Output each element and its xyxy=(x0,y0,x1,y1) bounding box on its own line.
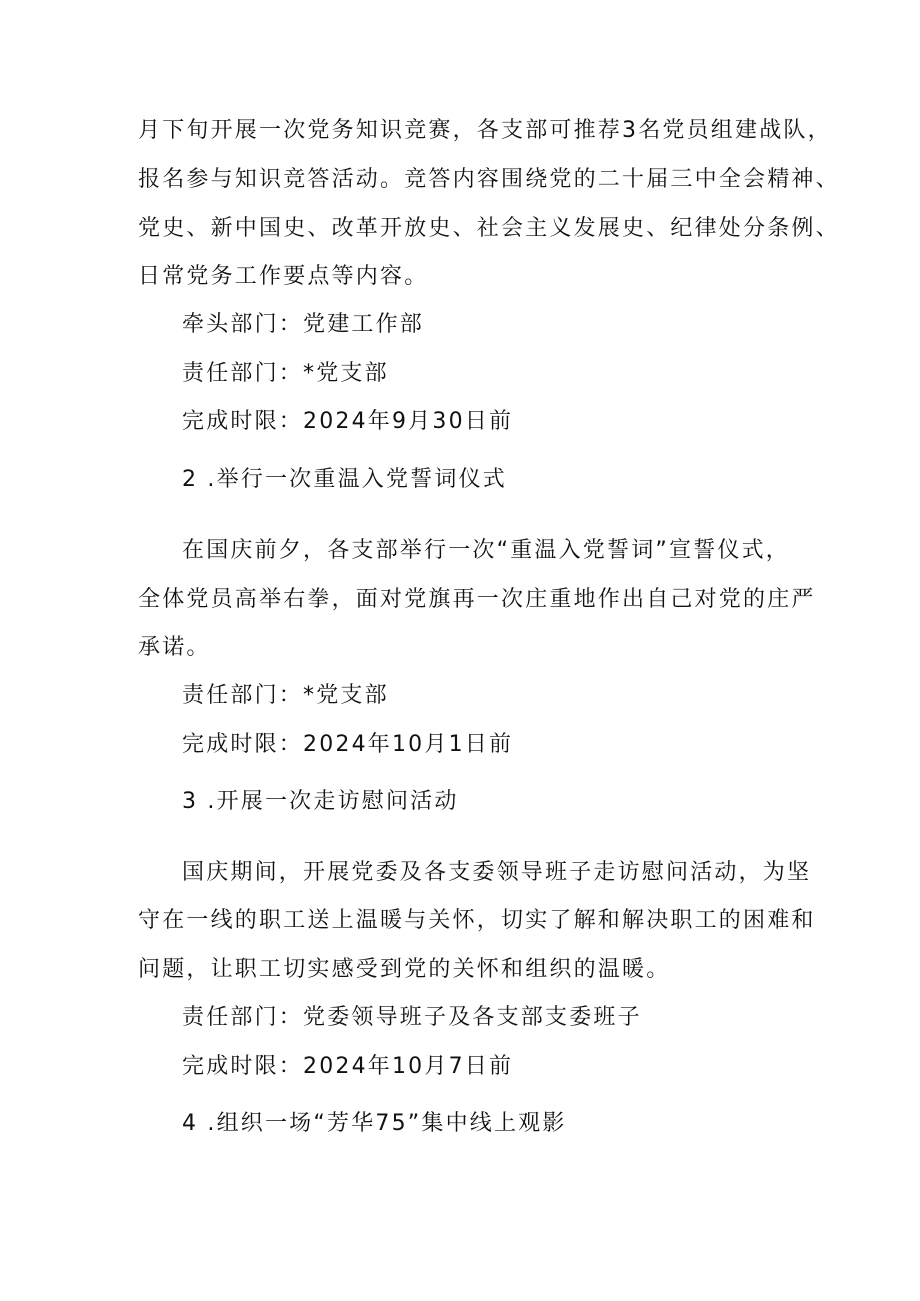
responsible-department: 责任部门：*党支部 xyxy=(182,361,389,386)
deadline: 完成时限：2024年10月7日前 xyxy=(182,1054,514,1079)
section-heading: 3 .开展一次走访慰问活动 xyxy=(182,789,459,814)
paragraph-line: 国庆期间，开展党委及各支委领导班子走访慰问活动，为坚 xyxy=(182,860,812,885)
paragraph-line: 日常党务工作要点等内容。 xyxy=(138,264,429,289)
section-heading: 2 .举行一次重温入党誓词仪式 xyxy=(182,467,507,492)
paragraph-line: 在国庆前夕，各支部举行一次“重温入党誓词”宣誓仪式， xyxy=(182,538,790,563)
deadline: 完成时限：2024年9月30日前 xyxy=(182,409,514,434)
paragraph-line: 全体党员高举右拳，面对党旗再一次庄重地作出自己对党的庄严 xyxy=(138,587,816,612)
paragraph-line: 月下旬开展一次党务知识竞赛，各支部可推荐3名党员组建战队， xyxy=(138,118,832,143)
paragraph-line: 守在一线的职工送上温暖与关怀，切实了解和解决职工的困难和 xyxy=(138,908,816,933)
responsible-department: 责任部门：党委领导班子及各支部支委班子 xyxy=(182,1005,642,1030)
paragraph-line: 党史、新中国史、改革开放史、社会主义发展史、纪律处分条例、 xyxy=(138,216,840,241)
paragraph-line: 问题，让职工切实感受到党的关怀和组织的温暖。 xyxy=(138,957,671,982)
responsible-department: 责任部门：*党支部 xyxy=(182,683,389,708)
section-heading: 4 .组织一场“芳华75”集中线上观影 xyxy=(182,1111,567,1136)
paragraph-line: 承诺。 xyxy=(138,635,211,660)
lead-department: 牵头部门：党建工作部 xyxy=(182,312,425,337)
deadline: 完成时限：2024年10月1日前 xyxy=(182,732,514,757)
paragraph-line: 报名参与知识竞答活动。竞答内容围绕党的二十届三中全会精神、 xyxy=(138,167,840,192)
